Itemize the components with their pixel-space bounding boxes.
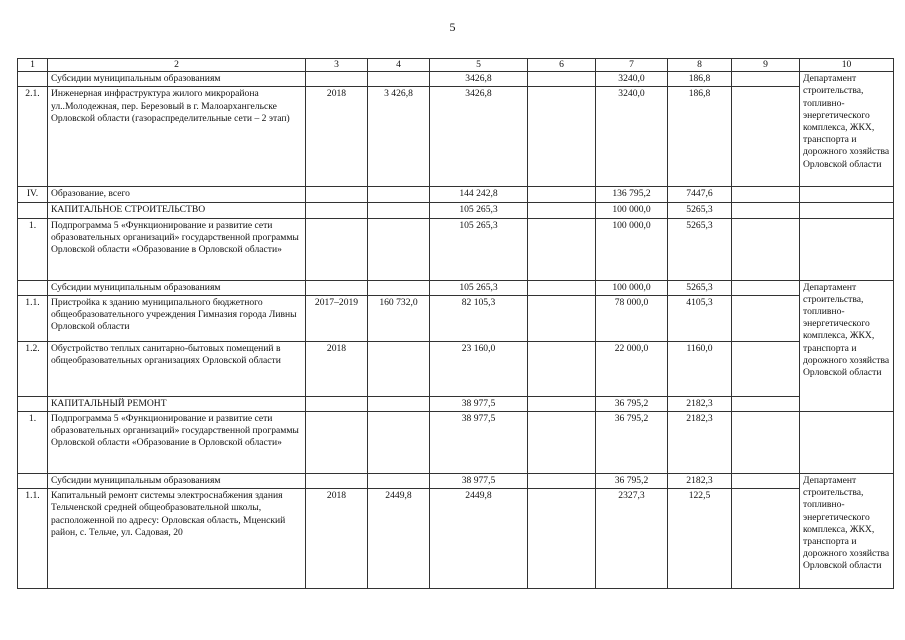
row-total: 2449,8 bbox=[430, 489, 528, 589]
column-number: 3 bbox=[306, 59, 368, 72]
table-row bbox=[18, 412, 894, 474]
row-total: 3426,8 bbox=[430, 72, 528, 87]
row-total: 105 265,3 bbox=[430, 218, 528, 280]
row-total: 3426,8 bbox=[430, 87, 528, 187]
row-name: Субсидии муниципальным образованиям bbox=[48, 474, 306, 489]
row-local: 5265,3 bbox=[668, 203, 732, 218]
department-cell: Департамент строительства, топливно-энергетического комплекса, ЖКХ, транспорта и дорожного хозяйства Орловской области bbox=[800, 72, 894, 187]
column-number: 7 bbox=[596, 59, 668, 72]
row-number bbox=[18, 203, 48, 218]
row-regional: 2327,3 bbox=[596, 489, 668, 589]
row-col6 bbox=[528, 474, 596, 489]
table-row bbox=[18, 187, 894, 203]
row-regional: 100 000,0 bbox=[596, 203, 668, 218]
row-col9 bbox=[732, 280, 800, 295]
department-cell: Департамент строительства, топливно-энергетического комплекса, ЖКХ, транспорта и дорожного хозяйства Орловской области bbox=[800, 280, 894, 411]
row-number: 1.1. bbox=[18, 489, 48, 589]
row-regional: 78 000,0 bbox=[596, 295, 668, 341]
row-local: 2182,3 bbox=[668, 474, 732, 489]
row-col10 bbox=[800, 187, 894, 203]
row-year bbox=[306, 203, 368, 218]
row-year bbox=[306, 72, 368, 87]
row-year: 2017–2019 bbox=[306, 295, 368, 341]
row-number: 1.2. bbox=[18, 341, 48, 396]
row-year: 2018 bbox=[306, 489, 368, 589]
table-row bbox=[18, 489, 894, 589]
column-number: 4 bbox=[368, 59, 430, 72]
row-col6 bbox=[528, 87, 596, 187]
table-row bbox=[18, 72, 894, 87]
row-total: 38 977,5 bbox=[430, 412, 528, 474]
row-name: Субсидии муниципальным образованиям bbox=[48, 280, 306, 295]
row-name: КАПИТАЛЬНЫЙ РЕМОНТ bbox=[48, 396, 306, 411]
row-cost bbox=[368, 72, 430, 87]
row-col9 bbox=[732, 72, 800, 87]
row-col9 bbox=[732, 87, 800, 187]
row-cost bbox=[368, 218, 430, 280]
row-year bbox=[306, 187, 368, 203]
row-cost bbox=[368, 412, 430, 474]
row-total: 38 977,5 bbox=[430, 474, 528, 489]
row-name: КАПИТАЛЬНОЕ СТРОИТЕЛЬСТВО bbox=[48, 203, 306, 218]
row-cost: 3 426,8 bbox=[368, 87, 430, 187]
table-row bbox=[18, 341, 894, 396]
row-number bbox=[18, 474, 48, 489]
row-regional: 3240,0 bbox=[596, 87, 668, 187]
row-name: Капитальный ремонт системы электроснабжения здания Тельченской средней общеобразовательной школы, расположенной по адресу: Орловская область, Мценский район, с. Тельче, ул. Садовая, 20 bbox=[48, 489, 306, 589]
row-year bbox=[306, 412, 368, 474]
row-name: Субсидии муниципальным образованиям bbox=[48, 72, 306, 87]
table-row bbox=[18, 203, 894, 218]
row-number bbox=[18, 396, 48, 411]
table-row bbox=[18, 87, 894, 187]
row-name: Образование, всего bbox=[48, 187, 306, 203]
row-local: 5265,3 bbox=[668, 218, 732, 280]
column-number: 6 bbox=[528, 59, 596, 72]
row-local: 2182,3 bbox=[668, 412, 732, 474]
row-local: 122,5 bbox=[668, 489, 732, 589]
row-regional: 36 795,2 bbox=[596, 396, 668, 411]
table-row bbox=[18, 474, 894, 489]
row-name: Обустройство теплых санитарно-бытовых помещений в общеобразовательных организациях Орловской области bbox=[48, 341, 306, 396]
row-name: Подпрограмма 5 «Функционирование и развитие сети образовательных организаций» государственной программы Орловской области «Образование в Орловской области» bbox=[48, 218, 306, 280]
row-local: 186,8 bbox=[668, 87, 732, 187]
row-regional: 3240,0 bbox=[596, 72, 668, 87]
row-cost: 2449,8 bbox=[368, 489, 430, 589]
row-year bbox=[306, 396, 368, 411]
row-total: 23 160,0 bbox=[430, 341, 528, 396]
row-total: 38 977,5 bbox=[430, 396, 528, 411]
column-number: 1 bbox=[18, 59, 48, 72]
row-col6 bbox=[528, 341, 596, 396]
row-col9 bbox=[732, 295, 800, 341]
budget-table bbox=[17, 58, 893, 589]
row-col9 bbox=[732, 187, 800, 203]
row-col9 bbox=[732, 412, 800, 474]
row-col9 bbox=[732, 203, 800, 218]
column-number: 5 bbox=[430, 59, 528, 72]
table-row bbox=[18, 280, 894, 295]
row-name: Инженерная инфраструктура жилого микрорайона ул..Молодежная, пер. Березовый в г. Малоархангельске Орловской области (газораспределительные сети – 2 этап) bbox=[48, 87, 306, 187]
row-col6 bbox=[528, 412, 596, 474]
column-number-row bbox=[18, 59, 894, 72]
row-total: 144 242,8 bbox=[430, 187, 528, 203]
row-local: 5265,3 bbox=[668, 280, 732, 295]
row-number: 1.1. bbox=[18, 295, 48, 341]
row-cost bbox=[368, 280, 430, 295]
row-regional: 136 795,2 bbox=[596, 187, 668, 203]
row-col6 bbox=[528, 187, 596, 203]
row-number bbox=[18, 72, 48, 87]
row-col6 bbox=[528, 280, 596, 295]
row-year bbox=[306, 218, 368, 280]
row-col6 bbox=[528, 218, 596, 280]
column-number: 10 bbox=[800, 59, 894, 72]
department-cell: Департамент строительства, топливно-энергетического комплекса, ЖКХ, транспорта и дорожного хозяйства Орловской области bbox=[800, 474, 894, 589]
row-col9 bbox=[732, 396, 800, 411]
row-col6 bbox=[528, 396, 596, 411]
row-year: 2018 bbox=[306, 87, 368, 187]
row-regional: 100 000,0 bbox=[596, 280, 668, 295]
row-cost bbox=[368, 187, 430, 203]
row-local: 4105,3 bbox=[668, 295, 732, 341]
row-local: 2182,3 bbox=[668, 396, 732, 411]
row-col6 bbox=[528, 72, 596, 87]
row-cost: 160 732,0 bbox=[368, 295, 430, 341]
row-cost bbox=[368, 396, 430, 411]
row-col10 bbox=[800, 203, 894, 218]
row-col10 bbox=[800, 218, 894, 280]
table-row bbox=[18, 396, 894, 411]
column-number: 8 bbox=[668, 59, 732, 72]
table-row bbox=[18, 295, 894, 341]
row-local: 1160,0 bbox=[668, 341, 732, 396]
row-cost bbox=[368, 341, 430, 396]
row-name: Пристройка к зданию муниципального бюджетного общеобразовательного учреждения Гимназия города Ливны Орловской области bbox=[48, 295, 306, 341]
row-total: 105 265,3 bbox=[430, 280, 528, 295]
row-cost bbox=[368, 474, 430, 489]
row-col9 bbox=[732, 218, 800, 280]
row-local: 186,8 bbox=[668, 72, 732, 87]
row-col9 bbox=[732, 341, 800, 396]
row-year bbox=[306, 280, 368, 295]
page-number: 5 bbox=[449, 20, 456, 34]
row-name: Подпрограмма 5 «Функционирование и развитие сети образовательных организаций» государственной программы Орловской области «Образование в Орловской области» bbox=[48, 412, 306, 474]
row-regional: 36 795,2 bbox=[596, 412, 668, 474]
row-cost bbox=[368, 203, 430, 218]
row-number: 2.1. bbox=[18, 87, 48, 187]
column-number: 2 bbox=[48, 59, 306, 72]
column-number: 9 bbox=[732, 59, 800, 72]
row-number: 1. bbox=[18, 218, 48, 280]
row-col6 bbox=[528, 203, 596, 218]
row-col10 bbox=[800, 412, 894, 474]
row-regional: 36 795,2 bbox=[596, 474, 668, 489]
row-year bbox=[306, 474, 368, 489]
row-regional: 22 000,0 bbox=[596, 341, 668, 396]
row-col9 bbox=[732, 489, 800, 589]
row-number: IV. bbox=[18, 187, 48, 203]
row-local: 7447,6 bbox=[668, 187, 732, 203]
row-col6 bbox=[528, 295, 596, 341]
table-row bbox=[18, 218, 894, 280]
row-number: 1. bbox=[18, 412, 48, 474]
row-number bbox=[18, 280, 48, 295]
row-regional: 100 000,0 bbox=[596, 218, 668, 280]
row-col9 bbox=[732, 474, 800, 489]
row-col6 bbox=[528, 489, 596, 589]
row-total: 105 265,3 bbox=[430, 203, 528, 218]
row-total: 82 105,3 bbox=[430, 295, 528, 341]
row-year: 2018 bbox=[306, 341, 368, 396]
